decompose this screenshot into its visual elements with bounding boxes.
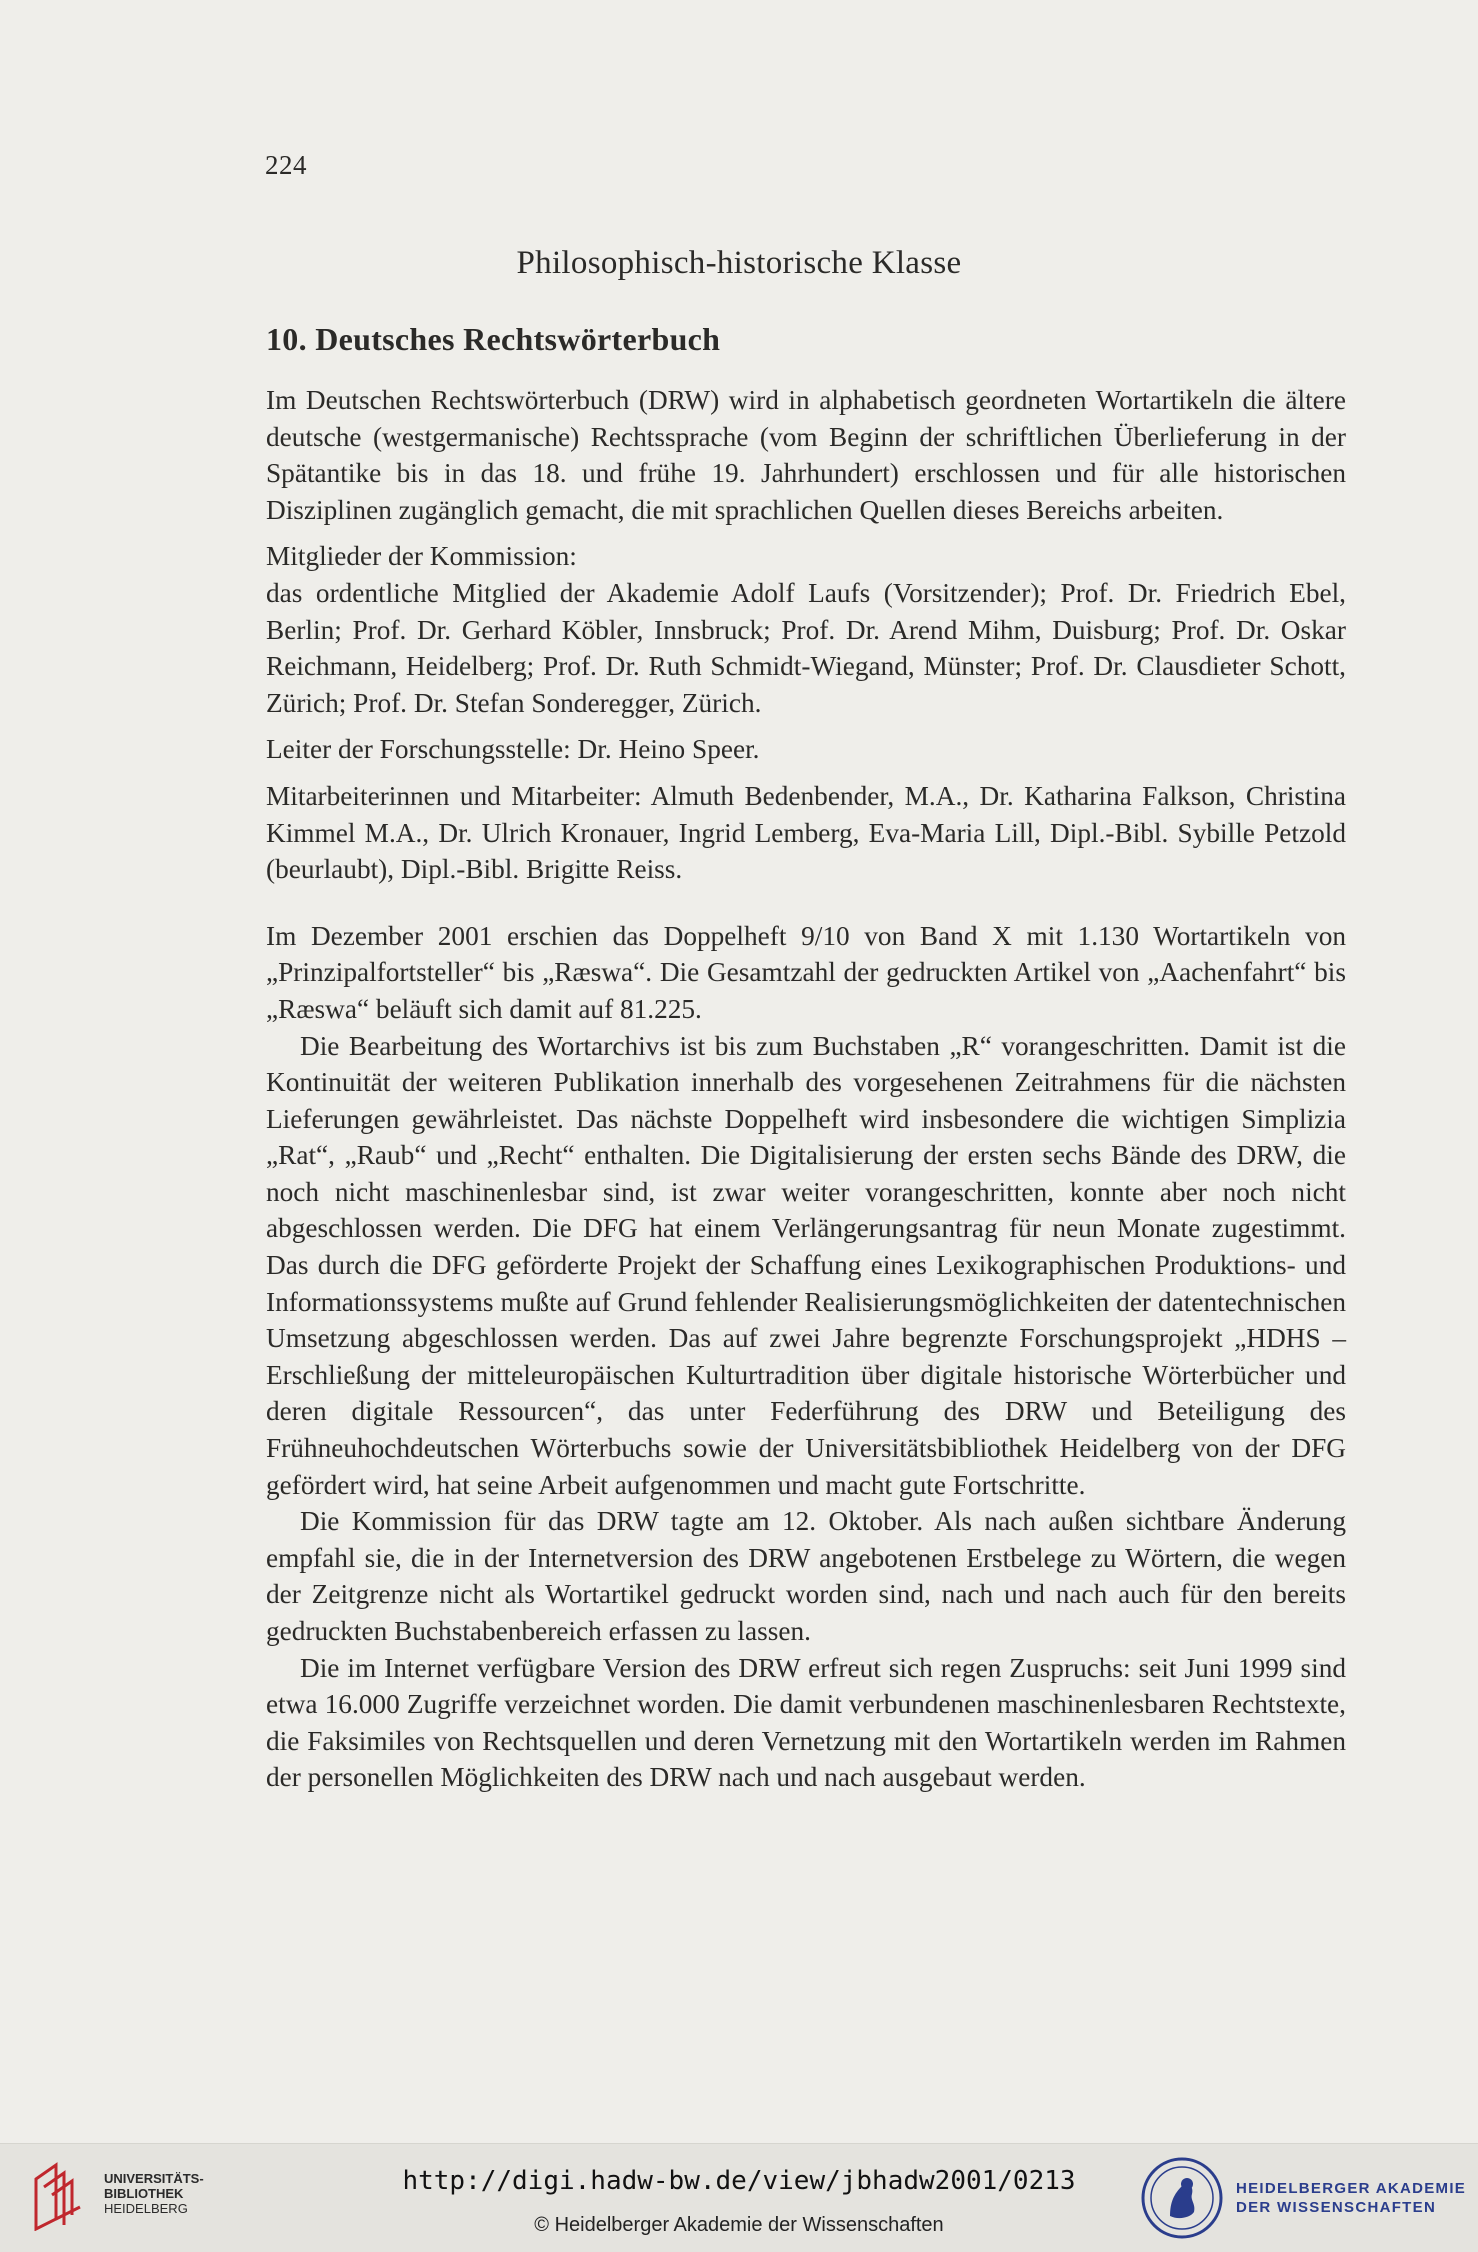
paragraph-intro: Im Deutschen Rechtswörterbuch (DRW) wird in alphabetisch geordneten Wortartikeln die ältere deutsche (westgermanische) Rechtssprache (vom Beginn der schriftlichen Überlieferung in der Spätantike bis in das 18. und frühe 19. Jahrhundert) erschlossen und für alle historischen Disziplinen zugänglich gemacht, die mit sprachlichen Quellen dieses Bereichs arbeiten. [266, 385, 1346, 525]
footer-bar [0, 2143, 1478, 2252]
academy-name: HEIDELBERGER AKADEMIE DER WISSENSCHAFTEN [1236, 2180, 1467, 2216]
academy-seal-icon [1140, 2156, 1224, 2240]
running-header: Philosophisch-historische Klasse [516, 245, 962, 281]
permalink-url[interactable]: http://digi.hadw-bw.de/view/jbhadw2001/0213 [402, 2166, 1076, 2196]
paragraph-members-label: Mitglieder der Kommission: [266, 541, 577, 572]
section-heading: 10. Deutsches Rechtswörterbuch [266, 321, 721, 357]
university-library-name: UNIVERSITÄTS- BIBLIOTHEK HEIDELBERG [104, 2171, 204, 2216]
body-text [266, 382, 1346, 1796]
copyright-notice: © Heidelberger Akademie der Wissenschaften [534, 2214, 944, 2236]
paragraph-commission: Die Kommission für das DRW tagte am 12. Oktober. Als nach außen sichtbare Änderung empfahl sie, die in der Internetversion des DRW angebotenen Erstbelege zu Wörtern, die wegen der Zeitgrenze nicht als Wortartikel gedruckt worden sind, nach und nach auch für den bereits gedruckten Buchstabenbereich erfassen zu lassen. [266, 1506, 1346, 1646]
paragraph-leader: Leiter der Forschungsstelle: Dr. Heino Speer. [266, 734, 760, 765]
paragraph-staff: Mitarbeiterinnen und Mitarbeiter: Almuth Bedenbender, M.A., Dr. Katharina Falkson, Christina Kimmel M.A., Dr. Ulrich Kronauer, Ingrid Lemberg, Eva-Maria Lill, Dipl.-Bibl. Sybille Petzold (beurlaubt), Dipl.-Bibl. Brigitte Reiss. [266, 780, 1346, 885]
paragraph-members: das ordentliche Mitglied der Akademie Adolf Laufs (Vorsitzender); Prof. Dr. Friedrich Ebel, Berlin; Prof. Dr. Gerhard Köbler, Innsbruck; Prof. Dr. Arend Mihm, Duisburg; Prof. Dr. Oskar Reichmann, Heidelberg; Prof. Dr. Ruth Schmidt-Wiegand, Münster; Prof. Dr. Clausdieter Schott, Zürich; Prof. Dr. Stefan Sonderegger, Zürich. [266, 577, 1346, 718]
page-number: 224 [265, 150, 307, 180]
paragraph-progress: Die Bearbeitung des Wortarchivs ist bis zum Buchstaben „R“ vorangeschritten. Damit ist die Kontinuität der weiteren Publikation innerhalb des vorgesehenen Zeitrahmens für die nächsten Lieferungen gewährleistet. Das nächste Doppelheft wird insbesondere die wichtigen Simplizia „Rat“, „Raub“ und „Recht“ enthalten. Die Digitalisierung der ersten sechs Bände des DRW, die noch nicht maschinenlesbar sind, ist zwar weiter vorangeschritten, konnte aber noch nicht abgeschlossen werden. Die DFG hat einem Verlängerungsantrag für neun Monate zugestimmt. Das durch die DFG geförderte Projekt der Schaffung eines Lexikographischen Produktions- und Informationssystems mußte auf Grund fehlender Realisierungsmöglichkeiten der datentechnischen Umsetzung abgeschlossen werden. Das auf zwei Jahre begrenzte Forschungsprojekt „HDHS – Erschließung der mitteleuropäischen Kulturtradition über digitale historische Wörterbücher und deren digitale Ressourcen“, das unter Federführung des DRW und Beteiligung des Frühneuhochdeutschen Wörterbuchs sowie der Universitätsbibliothek Heidelberg von der DFG gefördert wird, hat seine Arbeit aufgenommen und macht gute Fortschritte. [266, 1030, 1346, 1500]
paragraph-internet: Die im Internet verfügbare Version des DRW erfreut sich regen Zuspruchs: seit Juni 1999 sind etwa 16.000 Zugriffe verzeichnet worden. Die damit verbundenen maschinenlesbaren Rechtstexte, die Faksimiles von Rechtsquellen und deren Vernetzung mit den Wortartikeln werden im Rahmen der personellen Möglichkeiten des DRW nach und nach ausgebaut werden. [266, 1652, 1346, 1793]
paragraph-december: Im Dezember 2001 erschien das Doppelheft 9/10 von Band X mit 1.130 Wortartikeln von „Prinzipalfortsteller“ bis „Ræswa“. Die Gesamtzahl der gedruckten Artikel von „Aachenfahrt“ bis „Ræswa“ beläuft sich damit auf 81.225. [266, 920, 1346, 1024]
